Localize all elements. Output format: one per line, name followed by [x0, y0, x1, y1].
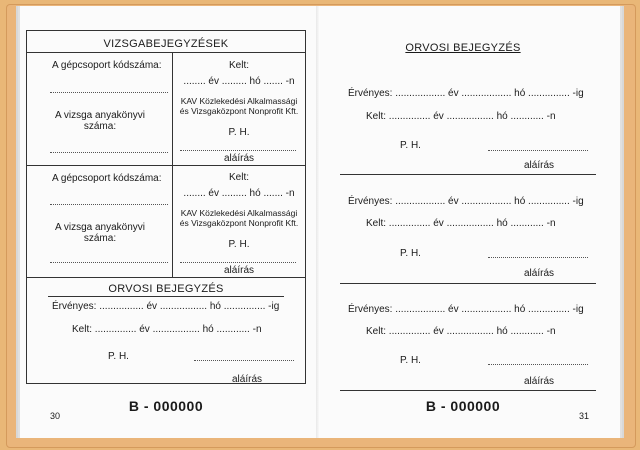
stamp-placeholder: P. H.	[400, 248, 421, 259]
kelt-label: Kelt:	[228, 172, 249, 183]
exam-records-title: VIZSGABEJEGYZÉSEK	[103, 38, 229, 50]
register-label: A vizsga anyakönyvi	[54, 222, 146, 233]
signature-label: aláírás	[524, 376, 555, 387]
group-code-label: A gépcsoport kódszáma:	[52, 60, 162, 71]
validity-line[interactable]: Érvényes: .................. év .................. hó ............... -ig	[348, 196, 584, 207]
register-label: A vizsga anyakönyvi	[54, 110, 146, 121]
signature-label: aláírás	[223, 153, 254, 164]
register-number-field[interactable]	[50, 152, 168, 153]
kelt-line[interactable]: Kelt: ............... év ................. hó ............ -n	[366, 218, 556, 229]
validity-line[interactable]: Érvényes: .................. év .................. hó ............... -ig	[348, 304, 584, 315]
validity-line[interactable]: Érvényes: .................. év .................. hó ............... -ig	[348, 88, 584, 99]
stamp-placeholder: P. H.	[108, 351, 129, 362]
register-label-2: száma:	[83, 233, 117, 244]
signature-field[interactable]	[488, 150, 588, 151]
group-code-field[interactable]	[50, 204, 168, 205]
issuer-line-2: és Vizsgaközpont Nonprofit Kft.	[179, 106, 299, 116]
divider	[26, 165, 306, 166]
signature-field[interactable]	[180, 262, 296, 263]
divider	[340, 174, 596, 175]
date-line[interactable]: ........ év ......... hó ....... -n	[183, 188, 295, 199]
stamp-placeholder: P. H.	[228, 127, 250, 138]
validity-line[interactable]: Érvényes: ................ év ................. hó ............... -ig	[52, 301, 280, 312]
issuer-line-1: KAV Közlekedési Alkalmassági	[180, 208, 298, 218]
page-number: 30	[50, 411, 61, 421]
issuer-line-2: és Vizsgaközpont Nonprofit Kft.	[179, 218, 299, 228]
signature-field[interactable]	[488, 364, 588, 365]
stamp-placeholder: P. H.	[228, 239, 250, 250]
signature-label: aláírás	[524, 268, 555, 279]
medical-entries-title: ORVOSI BEJEGYZÉS	[405, 42, 521, 54]
signature-field[interactable]	[180, 150, 296, 151]
divider	[340, 283, 596, 284]
group-code-label: A gépcsoport kódszáma:	[52, 173, 162, 184]
issuer-line-1: KAV Közlekedési Alkalmassági	[180, 96, 298, 106]
register-number-field[interactable]	[50, 262, 168, 263]
register-label-2: száma:	[83, 121, 117, 132]
signature-field[interactable]	[488, 257, 588, 258]
kelt-line[interactable]: Kelt: ............... év ................. hó ............ -n	[72, 324, 262, 335]
divider	[26, 52, 306, 53]
group-code-field[interactable]	[50, 92, 168, 93]
divider	[48, 296, 284, 297]
page-number: 31	[579, 411, 590, 421]
divider	[340, 390, 596, 391]
signature-label: aláírás	[232, 374, 263, 385]
signature-label: aláírás	[223, 265, 254, 276]
signature-label: aláírás	[524, 160, 555, 171]
stamp-placeholder: P. H.	[400, 355, 421, 366]
kelt-line[interactable]: Kelt: ............... év ................. hó ............ -n	[366, 111, 556, 122]
stamp-placeholder: P. H.	[400, 140, 421, 151]
serial-number: B - 000000	[425, 398, 501, 414]
signature-field[interactable]	[194, 360, 294, 361]
divider	[26, 277, 306, 278]
kelt-line[interactable]: Kelt: ............... év ................. hó ............ -n	[366, 326, 556, 337]
serial-number: B - 000000	[128, 398, 204, 414]
medical-entry-title: ORVOSI BEJEGYZÉS	[108, 283, 224, 295]
kelt-label: Kelt:	[228, 60, 249, 71]
date-line[interactable]: ........ év ......... hó ....... -n	[183, 76, 295, 87]
